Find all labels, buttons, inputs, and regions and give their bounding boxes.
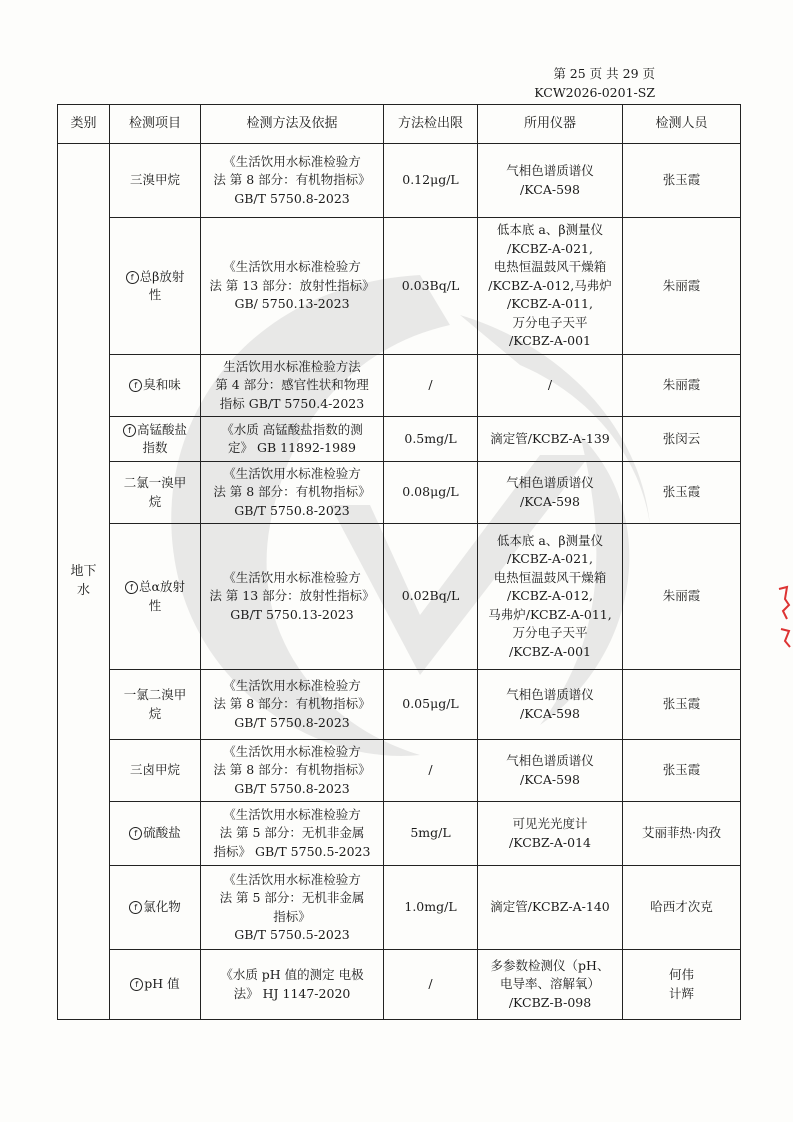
limit-cell: 0.5mg/L [384, 417, 478, 462]
page-number: 第 25 页 共 29 页 [553, 66, 655, 81]
staff-cell: 艾丽菲热·肉孜 [623, 802, 741, 866]
instrument-cell: 可见光光度计 /KCBZ-A-014 [478, 802, 623, 866]
limit-cell: / [384, 355, 478, 417]
limit-cell: 0.02Bq/L [384, 524, 478, 670]
staff-cell: 张闵云 [623, 417, 741, 462]
staff-cell: 何伟 计辉 [623, 950, 741, 1020]
item-cell [110, 740, 201, 802]
item-cell [110, 950, 201, 1020]
item-label: 氯化物 [143, 899, 181, 915]
limit-cell: 0.03Bq/L [384, 218, 478, 355]
staff-cell: 张玉霞 [623, 740, 741, 802]
instrument-cell: / [478, 355, 623, 417]
method-cell: 《生活饮用水标准检验方 法 第 8 部分：有机物指标》 GB/T 5750.8-2023 [201, 462, 384, 524]
staff-cell: 朱丽霞 [623, 355, 741, 417]
table-row [58, 462, 741, 524]
item-cell [110, 866, 201, 950]
table-row [58, 740, 741, 802]
staff-cell: 张玉霞 [623, 670, 741, 740]
instrument-cell: 气相色谱质谱仪 /KCA-598 [478, 670, 623, 740]
item-cell [110, 355, 201, 417]
table-row [58, 802, 741, 866]
accredited-mark-icon: f [125, 581, 138, 594]
limit-cell: / [384, 950, 478, 1020]
limit-cell: 0.12μg/L [384, 144, 478, 218]
item-label: 硫酸盐 [143, 825, 181, 841]
instrument-cell: 多参数检测仪（pH、 电导率、溶解氧） /KCBZ-B-098 [478, 950, 623, 1020]
header-limit: 方法检出限 [384, 105, 478, 144]
method-cell: 《生活饮用水标准检验方 法 第 5 部分：无机非金属 指标》 GB/T 5750.5-2023 [201, 866, 384, 950]
accredited-mark-icon: f [123, 424, 136, 437]
instrument-cell: 气相色谱质谱仪 /KCA-598 [478, 740, 623, 802]
header-instrument: 所用仪器 [478, 105, 623, 144]
staff-cell: 朱丽霞 [623, 218, 741, 355]
method-cell: 《生活饮用水标准检验方 法 第 5 部分：无机非金属 指标》 GB/T 5750.5-2023 [201, 802, 384, 866]
method-cell: 《生活饮用水标准检验方 法 第 8 部分：有机物指标》 GB/T 5750.8-2023 [201, 144, 384, 218]
staff-cell: 张玉霞 [623, 144, 741, 218]
table-header-row [58, 105, 741, 144]
table-row [58, 524, 741, 670]
limit-cell: 1.0mg/L [384, 866, 478, 950]
header-staff: 检测人员 [623, 105, 741, 144]
accredited-mark-icon: f [126, 271, 139, 284]
item-label: 三溴甲烷 [129, 172, 180, 188]
staff-cell: 哈西才次克 [623, 866, 741, 950]
item-label: 高锰酸盐 指数 [136, 421, 187, 455]
table-row [58, 417, 741, 462]
table-row [58, 218, 741, 355]
accredited-mark-icon: f [129, 827, 142, 840]
instrument-cell: 气相色谱质谱仪 /KCA-598 [478, 462, 623, 524]
accredited-mark-icon: f [130, 978, 143, 991]
test-methods-table [57, 104, 741, 1020]
category-cell: 地下 水 [58, 144, 110, 1020]
method-cell: 生活饮用水标准检验方法 第 4 部分：感官性状和物理 指标 GB/T 5750.4-2023 [201, 355, 384, 417]
item-label: 一氯二溴甲 烷 [123, 687, 187, 721]
report-number: KCW2026-0201-SZ [534, 85, 655, 100]
item-cell [110, 670, 201, 740]
instrument-cell: 滴定管/KCBZ-A-140 [478, 866, 623, 950]
table-row [58, 950, 741, 1020]
seal-stamp-edge [773, 585, 793, 665]
instrument-cell: 低本底 a、β测量仪 /KCBZ-A-021, 电热恒温鼓风干燥箱 /KCBZ-A-012,马弗炉 /KCBZ-A-011, 万分电子天平 /KCBZ-A-001 [478, 218, 623, 355]
method-cell: 《生活饮用水标准检验方 法 第 8 部分：有机物指标》 GB/T 5750.8-2023 [201, 670, 384, 740]
instrument-cell: 低本底 a、β测量仪 /KCBZ-A-021, 电热恒温鼓风干燥箱 /KCBZ-A-012, 马弗炉/KCBZ-A-011, 万分电子天平 /KCBZ-A-001 [478, 524, 623, 670]
method-cell: 《水质 pH 值的测定 电极 法》 HJ 1147-2020 [201, 950, 384, 1020]
item-label: 总α放射 性 [139, 579, 185, 613]
method-cell: 《水质 高锰酸盐指数的测 定》 GB 11892-1989 [201, 417, 384, 462]
limit-cell: 5mg/L [384, 802, 478, 866]
accredited-mark-icon: f [129, 901, 142, 914]
table-row [58, 355, 741, 417]
header-item: 检测项目 [110, 105, 201, 144]
method-cell: 《生活饮用水标准检验方 法 第 13 部分：放射性指标》 GB/ 5750.13-2023 [201, 218, 384, 355]
accredited-mark-icon: f [129, 379, 142, 392]
table-row [58, 144, 741, 218]
item-cell [110, 417, 201, 462]
item-cell [110, 524, 201, 670]
instrument-cell: 气相色谱质谱仪 /KCA-598 [478, 144, 623, 218]
item-cell [110, 144, 201, 218]
header-method: 检测方法及依据 [201, 105, 384, 144]
staff-cell: 张玉霞 [623, 462, 741, 524]
item-label: 二氯一溴甲 烷 [123, 475, 187, 509]
limit-cell: 0.08μg/L [384, 462, 478, 524]
instrument-cell: 滴定管/KCBZ-A-139 [478, 417, 623, 462]
item-cell [110, 462, 201, 524]
item-label: 三卤甲烷 [129, 762, 180, 778]
item-label: 总β放射 性 [139, 268, 185, 302]
table-row [58, 670, 741, 740]
item-label: 臭和味 [143, 377, 181, 393]
limit-cell: / [384, 740, 478, 802]
limit-cell: 0.05μg/L [384, 670, 478, 740]
page-header [534, 64, 655, 102]
header-category: 类别 [58, 105, 110, 144]
item-label: pH 值 [144, 976, 180, 992]
method-cell: 《生活饮用水标准检验方 法 第 8 部分：有机物指标》 GB/T 5750.8-2023 [201, 740, 384, 802]
table-row [58, 866, 741, 950]
item-cell [110, 218, 201, 355]
staff-cell: 朱丽霞 [623, 524, 741, 670]
item-cell [110, 802, 201, 866]
method-cell: 《生活饮用水标准检验方 法 第 13 部分：放射性指标》 GB/T 5750.13-2023 [201, 524, 384, 670]
